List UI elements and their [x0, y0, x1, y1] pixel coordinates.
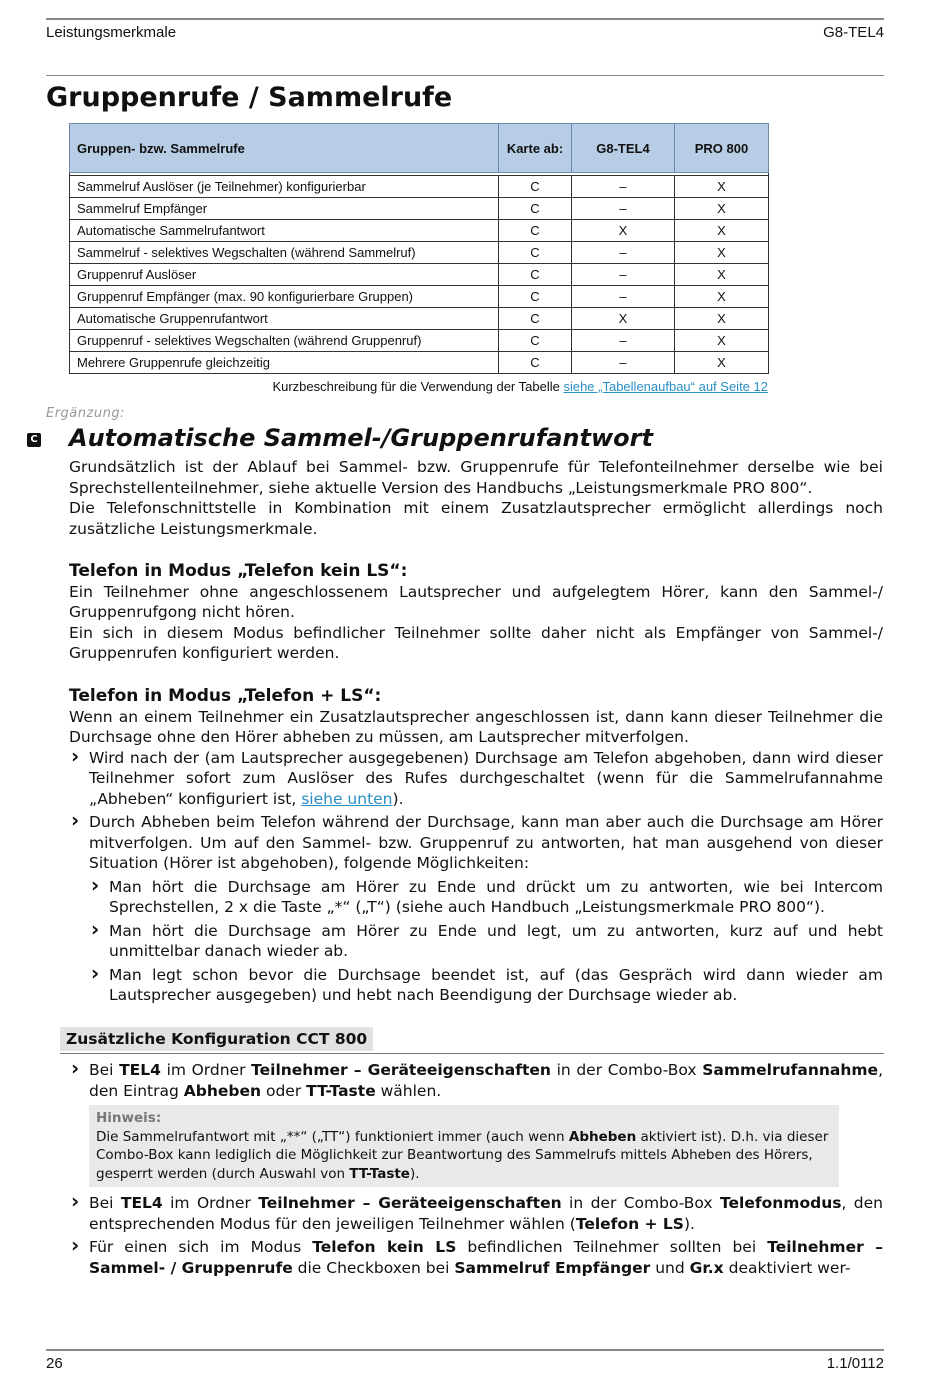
- page-number: 26: [46, 1355, 63, 1372]
- bullet-text-end: ).: [392, 789, 404, 808]
- config-bullets: [69, 1060, 883, 1101]
- table-row: [70, 176, 769, 198]
- table-cell-feature: Sammelruf Auslöser (je Teilnehmer) konfigurierbar: [70, 176, 499, 198]
- table-cell-feature: Sammelruf Empfänger: [70, 198, 499, 220]
- mode-ls-heading: Telefon in Modus „Telefon + LS“:: [69, 686, 382, 706]
- table-header-feature: Gruppen- bzw. Sammelrufe: [70, 124, 499, 173]
- table-row: [70, 330, 769, 352]
- table-caption-text: Kurzbeschreibung für die Verwendung der Tabelle: [272, 379, 564, 394]
- table-cell-card: C: [499, 198, 572, 220]
- table-row: [70, 352, 769, 374]
- header-rule-bottom: [46, 75, 884, 76]
- table-row: [70, 198, 769, 220]
- intro-block: [69, 457, 883, 539]
- table-cell-g8-tel4: –: [572, 352, 675, 374]
- header-product-name: G8-TEL4: [823, 24, 884, 41]
- config-heading: Zusätzliche Konfiguration CCT 800: [60, 1027, 373, 1051]
- table-cell-feature: Gruppenruf Empfänger (max. 90 konfigurierbare Gruppen): [70, 286, 499, 308]
- table-cell-g8-tel4: X: [572, 220, 675, 242]
- table-layout-link[interactable]: siehe „Tabellenaufbau“ auf Seite 12: [563, 379, 768, 394]
- table-cell-card: C: [499, 242, 572, 264]
- table-cell-pro-800: X: [675, 308, 769, 330]
- mode-kein-ls-block: [69, 561, 883, 664]
- config-block: [69, 1060, 883, 1281]
- table-cell-card: C: [499, 286, 572, 308]
- table-cell-pro-800: X: [675, 352, 769, 374]
- table-cell-pro-800: X: [675, 286, 769, 308]
- table-cell-card: C: [499, 176, 572, 198]
- header-rule-top: [46, 18, 884, 20]
- sub-bullets: [89, 877, 883, 1006]
- table-cell-g8-tel4: –: [572, 330, 675, 352]
- table-cell-pro-800: X: [675, 176, 769, 198]
- mode-ls-intro: Wenn an einem Teilnehmer ein Zusatzlautsprecher angeschlossen ist, dann kann dieser Teilnehmer die Durchsage ohne den Hörer abheben zu müssen, am Lautsprecher mitverfolgen.: [69, 707, 883, 746]
- mode-kein-ls-paragraph: Ein Teilnehmer ohne angeschlossenem Lautsprecher und aufgelegtem Hörer, kann den Sammel-/ Gruppenrufgong nicht hören.: [69, 582, 883, 621]
- table-row: [70, 220, 769, 242]
- table-cell-pro-800: X: [675, 220, 769, 242]
- list-item: › Man hört die Durchsage am Hörer zu Ende und legt, um zu antworten, kurz auf und hebt unmittelbar danach wieder ab.: [89, 921, 883, 962]
- table-cell-feature: Sammelruf - selektives Wegschalten (während Sammelruf): [70, 242, 499, 264]
- table-cell-g8-tel4: –: [572, 242, 675, 264]
- table-row: [70, 308, 769, 330]
- footer-rule: [46, 1349, 884, 1351]
- bullet-text: Durch Abheben beim Telefon während der Durchsage, kann man aber auch die Durchsage am Hörer mitverfolgen. Um auf den Sammel- bzw. Gruppenruf zu antworten, hat man ausgehend von dieser Situation (Hörer ist abgehoben), folgende Möglichkeiten:: [89, 813, 883, 872]
- config-bullets-2: [69, 1193, 883, 1278]
- table-header-g8-tel4: G8-TEL4: [572, 124, 675, 173]
- table-cell-feature: Automatische Sammelrufantwort: [70, 220, 499, 242]
- mode-ls-block: [69, 686, 883, 1009]
- mode-ls-bullets: [69, 748, 883, 1006]
- table-row: [70, 264, 769, 286]
- feature-table: [69, 123, 769, 374]
- page-title: Gruppenrufe / Sammelrufe: [46, 82, 453, 113]
- mode-kein-ls-heading: Telefon in Modus „Telefon kein LS“:: [69, 561, 408, 581]
- table-cell-card: C: [499, 330, 572, 352]
- list-item: › Man legt schon bevor die Durchsage beendet ist, auf (das Gespräch wird dann wieder am Lautsprecher ausgegeben) und hebt nach Beendigung der Durchsage wieder ab.: [89, 965, 883, 1006]
- table-cell-g8-tel4: –: [572, 176, 675, 198]
- table-cell-g8-tel4: –: [572, 198, 675, 220]
- table-cell-pro-800: X: [675, 242, 769, 264]
- list-item: [69, 812, 883, 1006]
- table-cell-card: C: [499, 220, 572, 242]
- bullet-text: Wird nach der (am Lautsprecher ausgegebenen) Durchsage am Telefon abgehoben, dann wird dieser Teilnehmer sofort zum Auslöser des Rufes durchgeschaltet (wenn für die Sammelrufannahme „Abheben“ konfiguriert ist,: [89, 748, 883, 808]
- table-cell-pro-800: X: [675, 330, 769, 352]
- list-item: › Bei TEL4 im Ordner Teilnehmer – Geräteeigenschaften in der Combo-Box Sammelrufannahme, den Eintrag Abheben oder TT-Taste wählen.: [69, 1060, 883, 1101]
- table-header-row: [70, 124, 769, 173]
- table-cell-feature: Gruppenruf - selektives Wegschalten (während Gruppenruf): [70, 330, 499, 352]
- section-title: Automatische Sammel-/Gruppenrufantwort: [69, 424, 653, 452]
- hint-text: Die Sammelrufantwort mit „**“ („TT“) funktioniert immer (auch wenn Abheben aktiviert ist). D.h. via dieser Combo-Box kann lediglich die Möglichkeit zur Beantwortung des Sammelrufs mittels Abheben des Hörers, gesperrt werden (durch Auswahl von TT-Taste).: [96, 1128, 829, 1182]
- header-section-name: Leistungsmerkmale: [46, 24, 177, 41]
- table-cell-card: C: [499, 308, 572, 330]
- table-row: [70, 286, 769, 308]
- see-below-link[interactable]: siehe unten: [301, 789, 393, 808]
- card-c-badge: C: [27, 433, 41, 447]
- list-item: [69, 748, 883, 810]
- list-item: › Bei TEL4 im Ordner Teilnehmer – Geräteeigenschaften in der Combo-Box Telefonmodus, den entsprechenden Modus für den jeweiligen Teilnehmer wählen (Telefon + LS).: [69, 1193, 883, 1234]
- table-cell-g8-tel4: –: [572, 286, 675, 308]
- list-item: › Man hört die Durchsage am Hörer zu Ende und drückt um zu antworten, wie bei Intercom Sprechstellen, 2 x die Taste „*“ („T“) (siehe auch Handbuch „Leistungsmerkmale PRO 800“).: [89, 877, 883, 918]
- table-cell-g8-tel4: X: [572, 308, 675, 330]
- table-cell-g8-tel4: –: [572, 264, 675, 286]
- config-rule: [60, 1053, 884, 1054]
- table-caption: [272, 379, 768, 394]
- document-version: 1.1/0112: [826, 1355, 884, 1372]
- table-cell-card: C: [499, 264, 572, 286]
- table-row: [70, 242, 769, 264]
- table-cell-feature: Gruppenruf Auslöser: [70, 264, 499, 286]
- hint-title: Hinweis:: [96, 1110, 162, 1126]
- table-cell-card: C: [499, 352, 572, 374]
- table-header-card-from: Karte ab:: [499, 124, 572, 173]
- mode-kein-ls-paragraph: Ein sich in diesem Modus befindlicher Teilnehmer sollte daher nicht als Empfänger von Sammel-/ Gruppenrufen konfiguriert werden.: [69, 623, 883, 662]
- hint-box: [89, 1105, 839, 1187]
- table-header-pro-800: PRO 800: [675, 124, 769, 173]
- intro-paragraph: Die Telefonschnittstelle in Kombination mit einem Zusatzlautsprecher ermöglicht allerdings noch zusätzliche Leistungsmerkmale.: [69, 499, 883, 538]
- intro-paragraph: Grundsätzlich ist der Ablauf bei Sammel- bzw. Gruppenrufe für Telefonteilnehmer derselbe wie bei Sprechstellenteilnehmer, siehe aktuelle Version des Handbuchs „Leistungsmerkmale PRO 800“.: [69, 458, 883, 497]
- ergaenzung-label: Ergänzung:: [46, 406, 125, 421]
- table-cell-pro-800: X: [675, 264, 769, 286]
- list-item: › Für einen sich im Modus Telefon kein LS befindlichen Teilnehmer sollten bei Teilnehmer – Sammel- / Gruppenrufe die Checkboxen bei Sammelruf Empfänger und Gr.x deaktiviert wer-: [69, 1237, 883, 1278]
- table-cell-feature: Automatische Gruppenrufantwort: [70, 308, 499, 330]
- table-cell-pro-800: X: [675, 198, 769, 220]
- table-cell-feature: Mehrere Gruppenrufe gleichzeitig: [70, 352, 499, 374]
